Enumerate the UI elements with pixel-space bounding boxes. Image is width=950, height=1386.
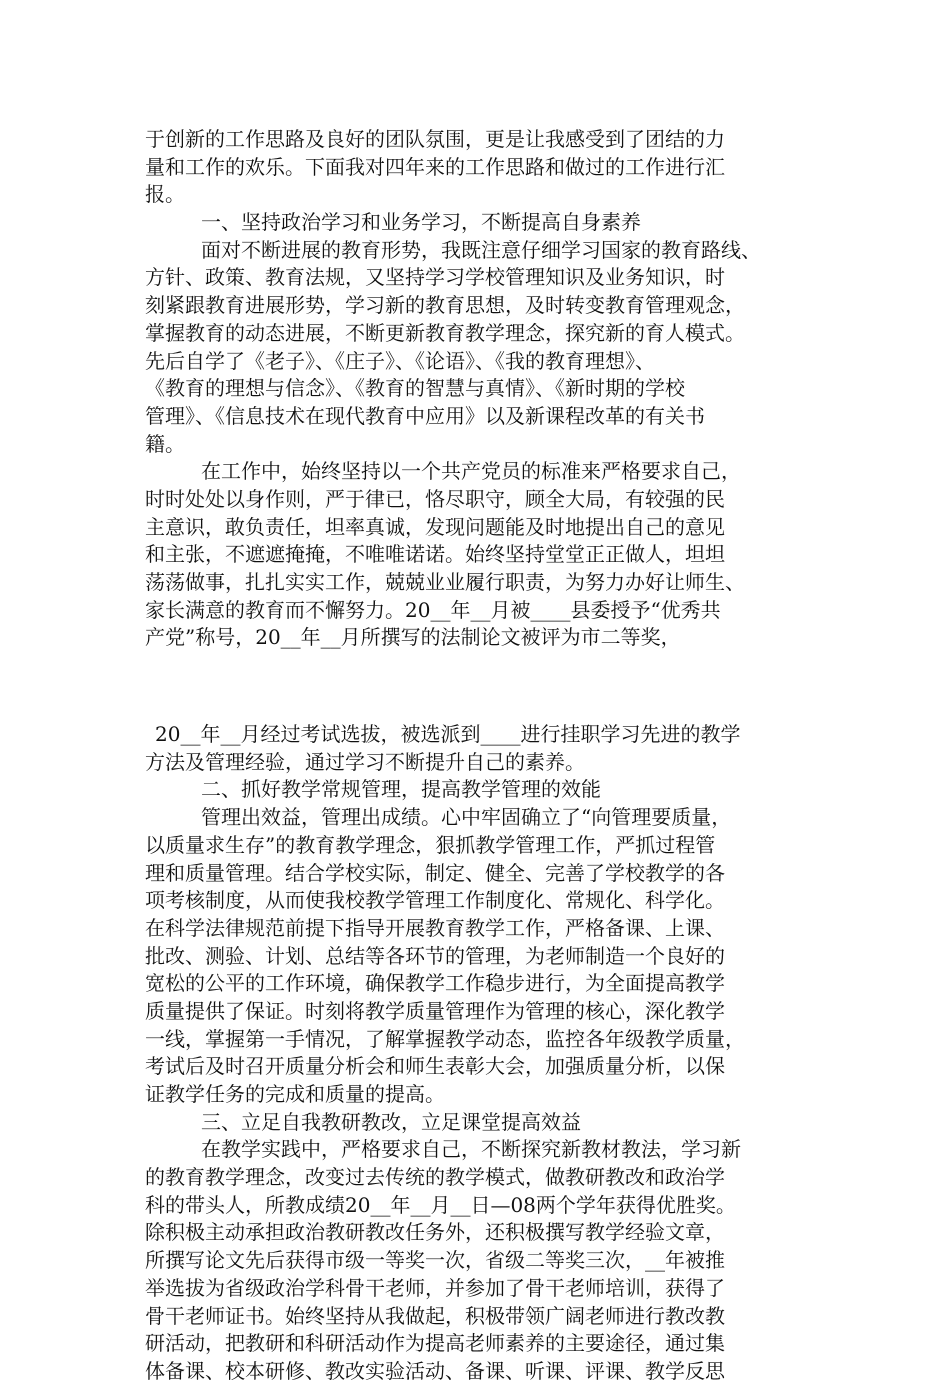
text-line: 管理出效益，管理出成绩。心中牢固确立了“向管理要质量，	[201, 805, 732, 830]
text-line: 先后自学了《老子》、《庄子》、《论语》、《我的教育理想》、	[145, 348, 655, 373]
text-line: 理和质量管理。结合学校实际，制定、健全、完善了学校教学的各	[145, 860, 725, 885]
text-line: 在教学实践中，严格要求自己，不断探究新教材教法，学习新	[201, 1137, 741, 1162]
paragraph-training	[145, 721, 825, 776]
text-line: 批改、测验、计划、总结等各环节的管理，为老师制造一个良好的	[145, 943, 725, 968]
text-line: 方针、政策、教育法规，又坚持学习学校管理知识及业务知识，时	[145, 265, 725, 290]
paragraph-continuation	[145, 126, 825, 209]
text-line: 体备课、校本研修、教改实验活动、备课、听课、评课、教学反思	[145, 1358, 725, 1383]
text-line: 主意识，敢负责任，坦率真诚，发现问题能及时地提出自己的意见	[145, 514, 725, 539]
text-line: 和主张，不遮遮掩掩，不唯唯诺诺。始终坚持堂堂正正做人，坦坦	[145, 542, 725, 567]
text-line: 所撰写论文先后获得市级一等奖一次，省级二等奖三次，__年被推	[145, 1248, 725, 1273]
text-line: 项考核制度，从而使我校教学管理工作制度化、常规化、科学化。	[145, 888, 725, 913]
text-line: 研活动，把教研和科研活动作为提高老师素养的主要途径，通过集	[145, 1331, 725, 1356]
section-heading-1: 一、坚持政治学习和业务学习，不断提高自身素养	[201, 210, 641, 235]
text-line: 以质量求生存”的教育教学理念，狠抓教学管理工作，严抓过程管	[145, 832, 716, 857]
text-line: 荡荡做事，扎扎实实工作，兢兢业业履行职责，为努力办好让师生、	[145, 570, 745, 594]
text-line: 管理》、《信息技术在现代教育中应用》以及新课程改革的有关书	[145, 403, 705, 428]
text-line: 20__年__月经过考试选拔，被选派到____进行挂职学习先进的教学	[155, 722, 741, 747]
paragraph-research	[145, 1136, 825, 1385]
text-line: 于创新的工作思路及良好的团队氛围，更是让我感受到了团结的力	[145, 127, 725, 151]
page-gap	[145, 652, 825, 721]
text-line: 举选拔为省级政治学科骨干老师，并参加了骨干老师培训，获得了	[145, 1275, 725, 1300]
text-line: 的教育教学理念，改变过去传统的教学模式，做教研教改和政治学	[145, 1165, 725, 1190]
text-line: 时时处处以身作则，严于律已，恪尽职守，顾全大局，有较强的民	[145, 486, 725, 511]
document-page	[145, 126, 825, 1386]
text-line: 一线，掌握第一手情况，了解掌握教学动态，监控各年级教学质量，	[145, 1026, 745, 1051]
text-line: 量和工作的欢乐。下面我对四年来的工作思路和做过的工作进行汇	[145, 154, 725, 179]
text-line: 家长满意的教育而不懈努力。20__年__月被____县委授予“优秀共	[145, 597, 721, 622]
section-heading-2: 二、抓好教学常规管理，提高教学管理的效能	[201, 777, 601, 802]
text-line: 科的带头人，所教成绩20__年__月__日—08两个学年获得优胜奖。	[145, 1192, 736, 1217]
paragraph-management	[145, 804, 825, 1109]
text-line: 骨干老师证书。始终坚持从我做起，积极带领广阔老师进行教改教	[145, 1303, 725, 1328]
text-line: 除积极主动承担政治教研教改任务外，还积极撰写教学经验文章，	[145, 1220, 725, 1245]
paragraph-study	[145, 237, 825, 459]
text-line: 宽松的公平的工作环境，确保教学工作稳步进行，为全面提高教学	[145, 971, 725, 996]
text-line: 刻紧跟教育进展形势，学习新的教育思想，及时转变教育管理观念，	[145, 293, 745, 318]
section-heading-3: 三、立足自我教研教改，立足课堂提高效益	[201, 1109, 581, 1134]
text-line: 在科学法律规范前提下指导开展教育教学工作，严格备课、上课、	[145, 915, 725, 940]
text-line: 产党”称号，20__年__月所撰写的法制论文被评为市二等奖，	[145, 625, 681, 650]
text-line: 在工作中，始终坚持以一个共产党员的标准来严格要求自己，	[201, 459, 741, 484]
text-line: 方法及管理经验，通过学习不断提升自己的素养。	[145, 749, 585, 774]
text-line: 《教育的理想与信念》、《教育的智慧与真情》、《新时期的学校	[145, 376, 685, 401]
text-line: 籍。	[145, 431, 185, 456]
text-line: 证教学任务的完成和质量的提高。	[145, 1082, 445, 1106]
text-line: 考试后及时召开质量分析会和师生表彰大会，加强质量分析，以保	[145, 1054, 725, 1079]
text-line: 面对不断进展的教育形势，我既注意仔细学习国家的教育路线、	[201, 237, 761, 262]
text-line: 质量提供了保证。时刻将教学质量管理作为管理的核心，深化教学	[145, 998, 725, 1023]
text-line: 掌握教育的动态进展，不断更新教育教学理念，探究新的育人模式。	[145, 320, 745, 345]
paragraph-conduct	[145, 458, 825, 652]
text-line: 报。	[145, 182, 185, 207]
